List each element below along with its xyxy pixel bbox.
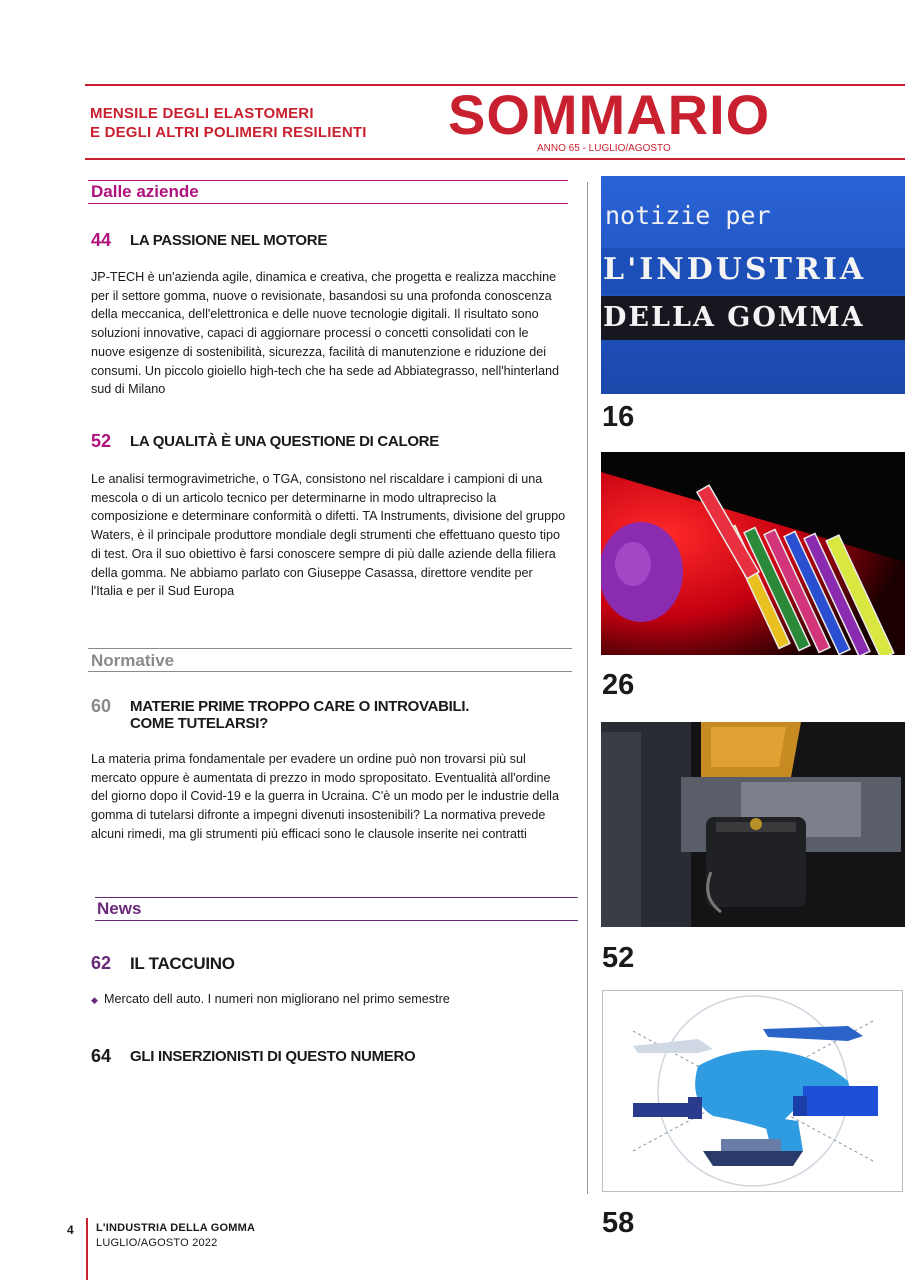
section-title-dalle-aziende: Dalle aziende xyxy=(91,182,199,201)
article-title-line-2: COME TUTELARSI? xyxy=(130,715,268,732)
article-abstract: La materia prima fondamentale per evadere un ordine può non trovarsi più sul mercato oppure è aumentata di prezzo in modo spropositato. Eventualità all'ordine del giorno dopo il Covid-19 e la guerra in Ucraina. C'è un modo per le industrie della gomma di tutelarsi difronte a impegni divenuti insostenibili? La normativa prevede alcuni rimedi, ma gli strumenti più efficaci sono le clausole inserite nei contratti xyxy=(91,752,559,841)
section-rule-top xyxy=(95,897,578,898)
article-number: 52 xyxy=(91,431,112,451)
article-abstract: JP-TECH è un'azienda agile, dinamica e creativa, che progetta e realizza macchine per il settore gomma, nuove o revisionate, basandosi su una profonda conoscenza della meccanica, dell'elettronica e delle nuove tecnologie digitali. Il risultato sono soluzioni innovative, capaci di aggiornare processi o concetti consolidati con le nuove esigenze di sostenibilità, sicurezza, facilità di manutenzione e riduzione dei consumi. Un piccolo gioiello high-tech che ha sede ad Abbiategrasso, nell'hinterland sud di Milano xyxy=(91,270,559,397)
masthead-title: SOMMARIO xyxy=(448,83,771,146)
bullet-text: Mercato dell auto. I numeri non migliorano nel primo semestre xyxy=(104,992,450,1006)
footer-title: L'INDUSTRIA DELLA GOMMA xyxy=(96,1222,256,1234)
article-title[interactable]: IL TACCUINO xyxy=(130,954,235,973)
article-title[interactable]: LA QUALITÀ È UNA QUESTIONE DI CALORE xyxy=(130,433,439,450)
issue-label: ANNO 65 - LUGLIO/AGOSTO xyxy=(537,143,671,154)
thumbnail-test-tubes[interactable] xyxy=(601,452,905,655)
logistics-image xyxy=(603,991,902,1191)
footer-rule xyxy=(86,1218,88,1280)
test-tubes-image xyxy=(601,452,905,655)
article-number: 44 xyxy=(91,230,112,250)
section-rule-bottom xyxy=(95,920,578,921)
thumbnail-instrument[interactable] xyxy=(601,722,905,927)
cover-line-2: L'INDUSTRIA xyxy=(603,252,867,287)
section-title-normative: Normative xyxy=(91,651,175,670)
list-item xyxy=(91,991,566,1008)
thumbnail-page-number: 52 xyxy=(602,942,635,974)
section-rule-top xyxy=(88,648,572,649)
bullet-diamond-icon: ◆ xyxy=(91,995,98,1005)
article-number: 60 xyxy=(91,696,112,716)
thumbnail-cover[interactable] xyxy=(601,176,905,394)
tagline-line-1: MENSILE DEGLI ELASTOMERI xyxy=(90,105,314,122)
thumbnail-logistics[interactable] xyxy=(602,990,903,1192)
header-bottom-rule xyxy=(85,158,905,160)
thumbnail-page-number: 58 xyxy=(602,1207,635,1239)
article-title-line-1: MATERIE PRIME TROPPO CARE O INTROVABILI. xyxy=(130,698,470,715)
article-abstract: Le analisi termogravimetriche, o TGA, consistono nel riscaldare i campioni di una mescola o di un articolo tecnico per determinarne in modo ultrapreciso la composizione e determinare conformità o difetti. TA Instruments, divisione del gruppo Waters, è il principale produttore mondiale degli strumenti che effettuano questo tipo di test. Ora il suo obiettivo è farsi conoscere sempre di più dalle aziende della filiera della gomma. Ne abbiamo parlato con Giuseppe Casassa, direttore vendite per l'Italia e per il Sud Europa xyxy=(91,472,566,599)
footer-page-number: 4 xyxy=(67,1223,74,1237)
article-title[interactable]: GLI INSERZIONISTI DI QUESTO NUMERO xyxy=(130,1048,416,1065)
tagline-line-2: E DEGLI ALTRI POLIMERI RESILIENTI xyxy=(90,124,367,141)
section-rule-bottom xyxy=(88,203,568,204)
thumbnail-page-number: 26 xyxy=(602,669,635,701)
article-title[interactable]: LA PASSIONE NEL MOTORE xyxy=(130,232,328,249)
column-divider xyxy=(587,182,588,1194)
section-rule-bottom xyxy=(88,671,572,672)
cover-line-3: DELLA GOMMA xyxy=(603,302,865,333)
cover-line-1: notizie per xyxy=(605,201,771,230)
footer-date: LUGLIO/AGOSTO 2022 xyxy=(96,1237,218,1249)
article-title[interactable] xyxy=(130,698,469,732)
tagline xyxy=(90,104,430,142)
article-number: 62 xyxy=(91,953,112,973)
section-title-news: News xyxy=(97,899,142,918)
thumbnail-page-number: 16 xyxy=(602,401,635,433)
instrument-image xyxy=(601,722,905,927)
article-number: 64 xyxy=(91,1046,112,1066)
